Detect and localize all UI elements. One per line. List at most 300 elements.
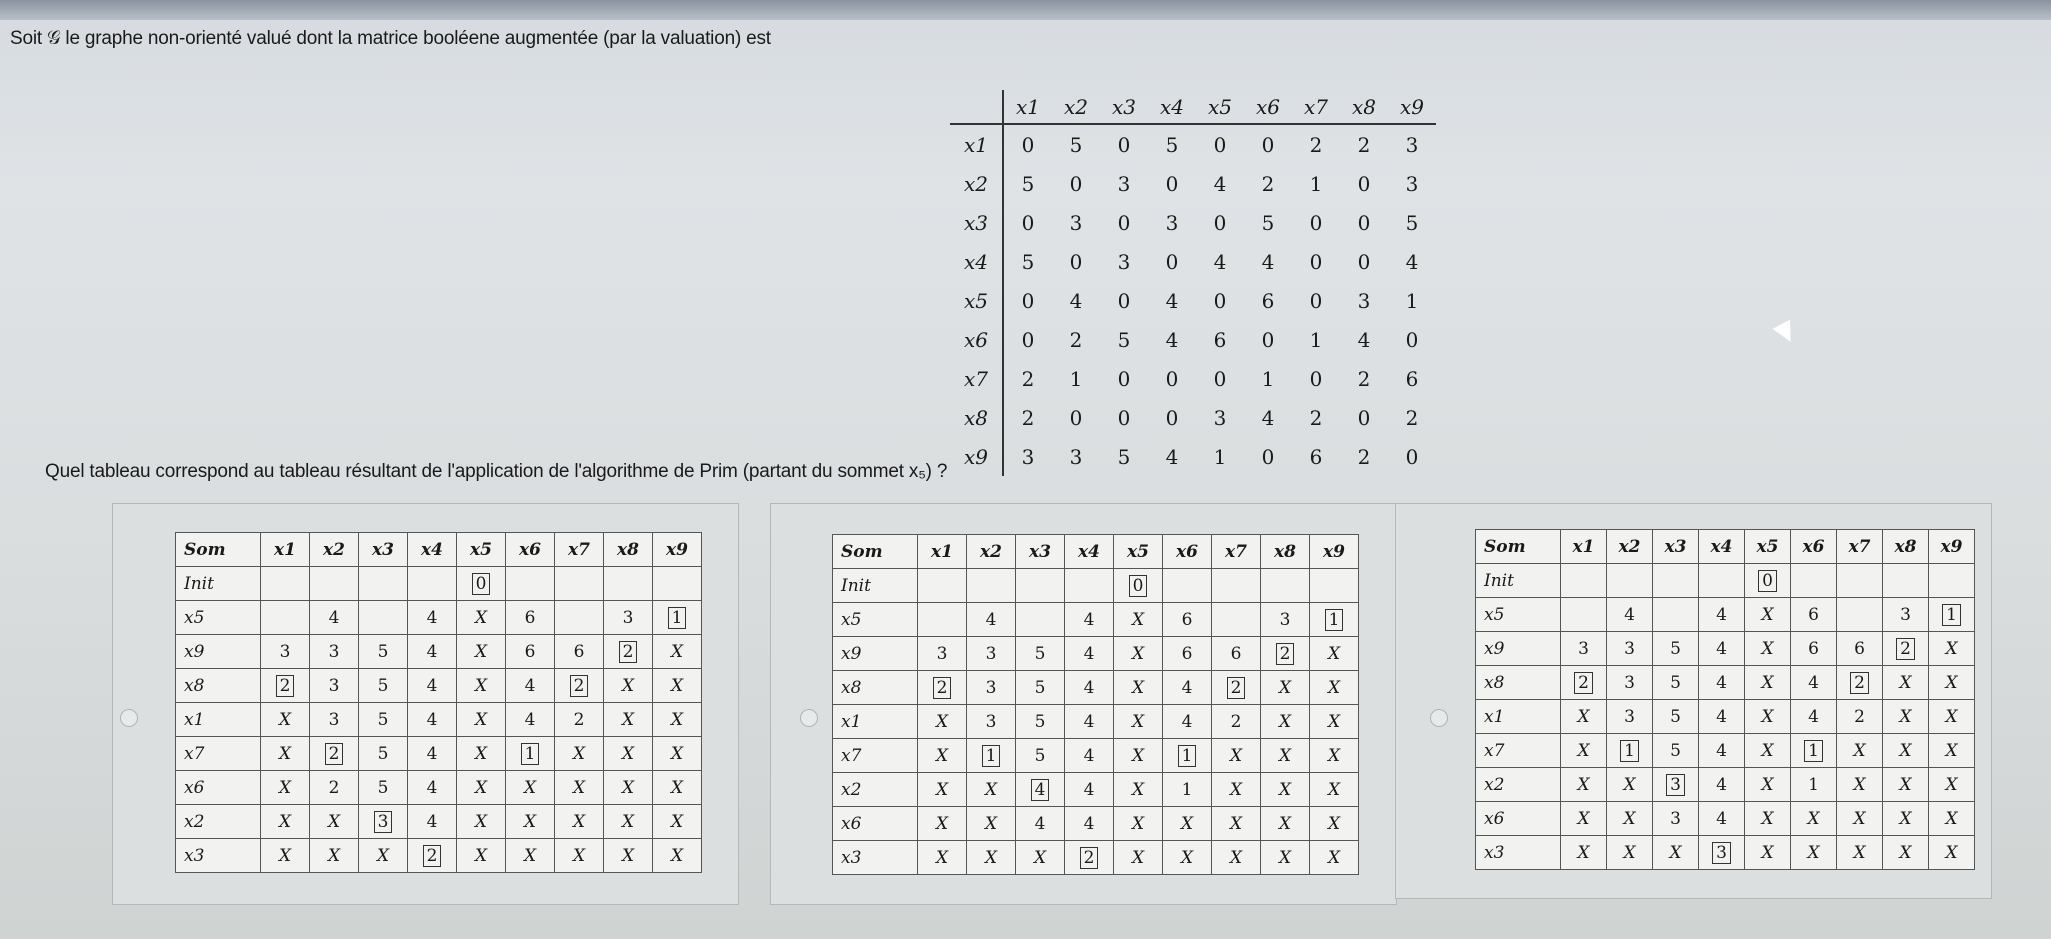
- matrix-cell: 1: [1309, 171, 1323, 196]
- prim-cell: X: [310, 805, 359, 839]
- prim-cell: 5: [359, 737, 408, 771]
- prim-cell: X: [1837, 802, 1883, 836]
- matrix-cell: 1: [1309, 327, 1323, 352]
- matrix-col-header: x7: [1292, 90, 1340, 124]
- prim-cell: X: [1212, 773, 1261, 807]
- prim-row: [833, 739, 1359, 773]
- prim-selected-value: 2: [570, 675, 589, 697]
- prim-cell: X: [1310, 773, 1359, 807]
- prim-cell: 6: [555, 635, 604, 669]
- prim-cell: X: [604, 737, 653, 771]
- prim-cell: X: [1745, 802, 1791, 836]
- prim-cell: X: [1561, 802, 1607, 836]
- prim-cell: X: [1929, 666, 1975, 700]
- matrix-cell: 0: [1309, 288, 1323, 313]
- prim-cell: 4: [1607, 598, 1653, 632]
- matrix-row-header: x6: [950, 320, 1003, 359]
- prim-cell: 6: [1791, 632, 1837, 666]
- matrix-cell: 0: [1117, 366, 1131, 391]
- prim-header-cell: Som: [833, 535, 918, 569]
- prim-row-label: x1: [833, 705, 918, 739]
- matrix-cell: 0: [1069, 249, 1083, 274]
- matrix-cell: 4: [1213, 171, 1227, 196]
- prim-row: [176, 669, 702, 703]
- matrix-row: [950, 320, 1436, 359]
- matrix-cell: 0: [1069, 171, 1083, 196]
- prim-cell: 3: [1883, 598, 1929, 632]
- prim-selected-value: 2: [423, 845, 442, 867]
- prim-cell: X: [1310, 807, 1359, 841]
- prim-cell: 5: [359, 703, 408, 737]
- prim-cell: 5: [1016, 705, 1065, 739]
- prim-cell: 3: [967, 637, 1016, 671]
- option-1-radio[interactable]: [120, 709, 138, 727]
- prim-cell: 4: [506, 703, 555, 737]
- matrix-cell: 0: [1021, 327, 1035, 352]
- matrix-row-header: x2: [950, 164, 1003, 203]
- prim-row: [176, 635, 702, 669]
- prim-selected-value: 1: [521, 743, 540, 765]
- prim-cell: 2: [1837, 700, 1883, 734]
- prim-cell: X: [1883, 700, 1929, 734]
- prim-cell: 4: [1791, 700, 1837, 734]
- prim-selected-cell: [604, 635, 653, 669]
- prim-cell: X: [604, 839, 653, 873]
- matrix-col-header: x2: [1052, 90, 1100, 124]
- prim-selected-cell: [1883, 632, 1929, 666]
- prim-cell: [967, 569, 1016, 603]
- prim-cell: X: [653, 635, 702, 669]
- prim-cell: 3: [310, 635, 359, 669]
- prim-selected-value: 2: [1574, 672, 1593, 694]
- prim-cell: X: [1261, 807, 1310, 841]
- matrix-cell: 0: [1405, 327, 1419, 352]
- prim-cell: X: [1653, 836, 1699, 870]
- prim-cell: 4: [1699, 700, 1745, 734]
- prim-selected-value: 3: [374, 811, 393, 833]
- matrix-cell: 3: [1021, 444, 1035, 469]
- prim-cell: X: [261, 771, 310, 805]
- prim-row: [176, 601, 702, 635]
- matrix-cell: 0: [1213, 366, 1227, 391]
- prim-row-label: x5: [1476, 598, 1561, 632]
- prim-row-label: x2: [176, 805, 261, 839]
- prim-cell: 4: [408, 669, 457, 703]
- prim-cell: 5: [1653, 632, 1699, 666]
- prim-header-cell: x2: [967, 535, 1016, 569]
- matrix-cell: 2: [1021, 405, 1035, 430]
- prim-cell: 6: [506, 635, 555, 669]
- prim-cell: X: [555, 805, 604, 839]
- prim-cell: X: [918, 705, 967, 739]
- prim-row-label: x6: [1476, 802, 1561, 836]
- prim-cell: X: [918, 841, 967, 875]
- prim-cell: 4: [408, 635, 457, 669]
- prim-header-cell: x1: [1561, 530, 1607, 564]
- prim-cell: 4: [1699, 802, 1745, 836]
- prim-cell: 1: [1163, 773, 1212, 807]
- prim-cell: [506, 567, 555, 601]
- prim-cell: [1261, 569, 1310, 603]
- matrix-cell: 2: [1069, 327, 1083, 352]
- prim-selected-value: 1: [1325, 609, 1344, 631]
- prim-header-cell: x4: [408, 533, 457, 567]
- prim-cell: X: [967, 807, 1016, 841]
- matrix-cell: 0: [1021, 132, 1035, 157]
- matrix-cell: 0: [1213, 210, 1227, 235]
- prim-cell: 4: [408, 601, 457, 635]
- prim-row: [176, 839, 702, 873]
- prim-cell: X: [1310, 671, 1359, 705]
- matrix-cell: 3: [1117, 249, 1131, 274]
- prim-cell: X: [457, 703, 506, 737]
- prim-cell: X: [1745, 836, 1791, 870]
- prim-row-label: x5: [176, 601, 261, 635]
- prim-selected-cell: [1561, 666, 1607, 700]
- prim-selected-cell: [1929, 598, 1975, 632]
- prim-cell: 4: [1065, 637, 1114, 671]
- adjacency-matrix: [950, 90, 1436, 476]
- prim-cell: [1607, 564, 1653, 598]
- prim-cell: X: [918, 739, 967, 773]
- prim-cell: X: [1310, 705, 1359, 739]
- prim-cell: [1212, 569, 1261, 603]
- matrix-col-header: x1: [1003, 90, 1052, 124]
- prim-cell: X: [1929, 836, 1975, 870]
- prim-selected-cell: [1791, 734, 1837, 768]
- matrix-cell: 2: [1309, 405, 1323, 430]
- prim-cell: [918, 569, 967, 603]
- prim-cell: X: [653, 805, 702, 839]
- prim-cell: 6: [506, 601, 555, 635]
- prim-row: [176, 771, 702, 805]
- prim-cell: [653, 567, 702, 601]
- prim-selected-value: 0: [1129, 575, 1148, 597]
- prim-cell: X: [1791, 836, 1837, 870]
- prim-cell: 6: [1163, 603, 1212, 637]
- prim-cell: 5: [1016, 671, 1065, 705]
- matrix-col-header: x5: [1196, 90, 1244, 124]
- prim-cell: X: [1212, 807, 1261, 841]
- prim-cell: [408, 567, 457, 601]
- prim-cell: 3: [1607, 666, 1653, 700]
- prim-selected-value: 0: [472, 573, 491, 595]
- prim-selected-cell: [1837, 666, 1883, 700]
- matrix-cell: 4: [1165, 288, 1179, 313]
- prim-cell: X: [604, 703, 653, 737]
- prim-cell: 6: [1163, 637, 1212, 671]
- prim-table-option-2: [832, 534, 1359, 875]
- prim-selected-cell: [1699, 836, 1745, 870]
- prim-cell: [1212, 603, 1261, 637]
- prim-cell: X: [457, 839, 506, 873]
- prim-selected-cell: [408, 839, 457, 873]
- prim-row-label: x1: [176, 703, 261, 737]
- prim-cell: X: [1745, 666, 1791, 700]
- prim-cell: 4: [408, 805, 457, 839]
- matrix-cell: 1: [1261, 366, 1275, 391]
- prim-selected-cell: [555, 669, 604, 703]
- matrix-cell: 0: [1357, 249, 1371, 274]
- matrix-cell: 6: [1261, 288, 1275, 313]
- matrix-cell: 2: [1357, 366, 1371, 391]
- prim-cell: 2: [555, 703, 604, 737]
- prim-selected-value: 2: [325, 743, 344, 765]
- prim-row-label: x6: [833, 807, 918, 841]
- prim-header-cell: x5: [1114, 535, 1163, 569]
- prim-selected-cell: [310, 737, 359, 771]
- matrix-row: [950, 398, 1436, 437]
- option-2-radio[interactable]: [800, 709, 818, 727]
- prim-header-cell: x9: [653, 533, 702, 567]
- prim-cell: [1163, 569, 1212, 603]
- prim-cell: X: [261, 839, 310, 873]
- prim-cell: 4: [310, 601, 359, 635]
- prim-cell: 3: [1607, 632, 1653, 666]
- prim-cell: X: [653, 737, 702, 771]
- prim-row: [176, 567, 702, 601]
- matrix-col-header: x9: [1388, 90, 1436, 124]
- prim-cell: [918, 603, 967, 637]
- prim-cell: X: [1310, 739, 1359, 773]
- matrix-row-header: x5: [950, 281, 1003, 320]
- prim-cell: 3: [1607, 700, 1653, 734]
- matrix-cell: 2: [1357, 132, 1371, 157]
- prim-cell: 3: [1653, 802, 1699, 836]
- prim-row: [833, 637, 1359, 671]
- prim-row-label: x9: [833, 637, 918, 671]
- matrix-row-header: x4: [950, 242, 1003, 281]
- question-text: Quel tableau correspond au tableau résultant de l'application de l'algorithme de Prim (partant du sommet x₅) ?: [45, 461, 948, 482]
- prim-cell: X: [1883, 802, 1929, 836]
- prim-cell: 3: [310, 703, 359, 737]
- matrix-cell: 5: [1117, 444, 1131, 469]
- prim-cell: 4: [1699, 632, 1745, 666]
- matrix-cell: 0: [1117, 132, 1131, 157]
- matrix-cell: 5: [1165, 132, 1179, 157]
- prim-cell: 6: [1837, 632, 1883, 666]
- prim-selected-value: 2: [933, 677, 952, 699]
- prim-selected-cell: [359, 805, 408, 839]
- prim-cell: 4: [1065, 807, 1114, 841]
- matrix-cell: 3: [1213, 405, 1227, 430]
- mouse-cursor-icon: [1772, 319, 1799, 346]
- prim-cell: X: [1883, 768, 1929, 802]
- prim-cell: X: [1607, 836, 1653, 870]
- prim-row: [833, 841, 1359, 875]
- prim-selected-value: 1: [1804, 740, 1823, 762]
- prim-cell: X: [1561, 768, 1607, 802]
- matrix-cell: 0: [1357, 405, 1371, 430]
- prim-selected-value: 1: [982, 745, 1001, 767]
- prim-cell: 2: [1212, 705, 1261, 739]
- prim-cell: X: [1114, 705, 1163, 739]
- prim-selected-cell: [457, 567, 506, 601]
- prim-selected-value: 2: [1227, 677, 1246, 699]
- matrix-cell: 0: [1117, 405, 1131, 430]
- matrix-cell: 5: [1021, 171, 1035, 196]
- prim-selected-value: 2: [276, 675, 295, 697]
- matrix-cell: 3: [1357, 288, 1371, 313]
- matrix-cell: 1: [1069, 366, 1083, 391]
- prim-table-option-1: [175, 532, 702, 873]
- prim-cell: 5: [1653, 666, 1699, 700]
- prim-cell: 5: [359, 669, 408, 703]
- prim-cell: 4: [506, 669, 555, 703]
- matrix-cell: 4: [1261, 249, 1275, 274]
- prim-row-label: Init: [176, 567, 261, 601]
- prim-header-cell: x3: [359, 533, 408, 567]
- prim-cell: [1016, 603, 1065, 637]
- prim-cell: X: [1310, 841, 1359, 875]
- prim-cell: X: [457, 805, 506, 839]
- prim-header-row: [176, 533, 702, 567]
- matrix-cell: 3: [1165, 210, 1179, 235]
- prim-selected-cell: [1653, 768, 1699, 802]
- prim-cell: [1653, 598, 1699, 632]
- prim-cell: X: [1261, 671, 1310, 705]
- prim-row-label: x8: [1476, 666, 1561, 700]
- prim-cell: [1561, 564, 1607, 598]
- prim-cell: X: [1929, 734, 1975, 768]
- matrix-cell: 0: [1309, 210, 1323, 235]
- prim-cell: 4: [967, 603, 1016, 637]
- prim-cell: 6: [1791, 598, 1837, 632]
- prim-cell: 3: [1261, 603, 1310, 637]
- prim-cell: [1791, 564, 1837, 598]
- prim-cell: X: [1883, 836, 1929, 870]
- prim-header-cell: x9: [1929, 530, 1975, 564]
- prim-cell: X: [457, 601, 506, 635]
- prim-cell: [1883, 564, 1929, 598]
- prim-cell: X: [1114, 841, 1163, 875]
- prim-cell: X: [457, 635, 506, 669]
- prim-cell: X: [1114, 739, 1163, 773]
- matrix-cell: 0: [1261, 132, 1275, 157]
- prim-selected-cell: [1212, 671, 1261, 705]
- matrix-cell: 4: [1405, 249, 1419, 274]
- prim-row-label: x9: [1476, 632, 1561, 666]
- prim-selected-value: 4: [1031, 779, 1050, 801]
- prim-cell: X: [1745, 700, 1791, 734]
- prim-cell: 3: [967, 671, 1016, 705]
- prim-header-cell: x5: [457, 533, 506, 567]
- prim-cell: [1837, 598, 1883, 632]
- prim-header-row: [1476, 530, 1975, 564]
- prim-cell: X: [1114, 637, 1163, 671]
- prim-selected-cell: [1745, 564, 1791, 598]
- matrix-cell: 0: [1021, 288, 1035, 313]
- prim-cell: X: [1114, 807, 1163, 841]
- prim-row: [1476, 836, 1975, 870]
- matrix-row-header: x8: [950, 398, 1003, 437]
- matrix-cell: 0: [1117, 288, 1131, 313]
- matrix-cell: 5: [1405, 210, 1419, 235]
- prim-row-label: Init: [833, 569, 918, 603]
- prim-header-cell: Som: [1476, 530, 1561, 564]
- prim-cell: [1929, 564, 1975, 598]
- prim-selected-cell: [261, 669, 310, 703]
- matrix-col-header: x3: [1100, 90, 1148, 124]
- prim-row: [833, 773, 1359, 807]
- prim-cell: 1: [1791, 768, 1837, 802]
- prim-cell: 3: [1561, 632, 1607, 666]
- prim-header-cell: x4: [1065, 535, 1114, 569]
- prim-cell: 3: [967, 705, 1016, 739]
- matrix-cell: 0: [1165, 249, 1179, 274]
- matrix-cell: 6: [1405, 366, 1419, 391]
- prim-cell: X: [1745, 632, 1791, 666]
- prim-selected-value: 2: [1850, 672, 1869, 694]
- prim-selected-cell: [967, 739, 1016, 773]
- matrix-cell: 5: [1021, 249, 1035, 274]
- prim-cell: X: [1114, 773, 1163, 807]
- prim-header-cell: x6: [1791, 530, 1837, 564]
- prim-cell: 4: [1791, 666, 1837, 700]
- prim-selected-value: 2: [1080, 847, 1099, 869]
- matrix-row: [950, 359, 1436, 398]
- matrix-cell: 0: [1309, 249, 1323, 274]
- prim-cell: 4: [1065, 705, 1114, 739]
- prim-row-label: x5: [833, 603, 918, 637]
- prim-cell: X: [1929, 632, 1975, 666]
- matrix-cell: 4: [1261, 405, 1275, 430]
- prim-row-label: x7: [1476, 734, 1561, 768]
- matrix-cell: 0: [1213, 132, 1227, 157]
- prim-cell: X: [1745, 768, 1791, 802]
- prim-cell: X: [1261, 739, 1310, 773]
- prim-row-label: x3: [1476, 836, 1561, 870]
- prim-row: [1476, 564, 1975, 598]
- prim-cell: X: [1561, 700, 1607, 734]
- prim-cell: [310, 567, 359, 601]
- prim-cell: X: [1114, 603, 1163, 637]
- prim-row-label: x9: [176, 635, 261, 669]
- option-3-radio[interactable]: [1430, 709, 1448, 727]
- prim-selected-value: 2: [1276, 643, 1295, 665]
- prim-table-option-3: [1475, 529, 1975, 870]
- prim-cell: X: [555, 771, 604, 805]
- prim-cell: X: [1837, 836, 1883, 870]
- prim-row: [833, 807, 1359, 841]
- prim-cell: X: [359, 839, 408, 873]
- prim-cell: [1699, 564, 1745, 598]
- prim-row: [833, 705, 1359, 739]
- matrix-cell: 0: [1309, 366, 1323, 391]
- matrix-cell: 0: [1165, 171, 1179, 196]
- prim-cell: 3: [261, 635, 310, 669]
- matrix-cell: 0: [1405, 444, 1419, 469]
- prim-selected-value: 0: [1758, 570, 1777, 592]
- prim-selected-value: 1: [1178, 745, 1197, 767]
- prim-cell: [261, 601, 310, 635]
- prim-cell: X: [967, 841, 1016, 875]
- prim-cell: X: [1883, 666, 1929, 700]
- prim-cell: 5: [1016, 739, 1065, 773]
- prim-cell: X: [261, 805, 310, 839]
- prim-selected-value: 3: [1666, 774, 1685, 796]
- matrix-cell: 0: [1021, 210, 1035, 235]
- prim-header-cell: x5: [1745, 530, 1791, 564]
- prim-row: [833, 671, 1359, 705]
- matrix-cell: 4: [1165, 327, 1179, 352]
- prim-cell: X: [1212, 739, 1261, 773]
- prim-cell: X: [1929, 768, 1975, 802]
- prim-cell: X: [1261, 841, 1310, 875]
- prim-cell: X: [1929, 700, 1975, 734]
- matrix-row: [950, 124, 1436, 164]
- prim-row-label: x8: [833, 671, 918, 705]
